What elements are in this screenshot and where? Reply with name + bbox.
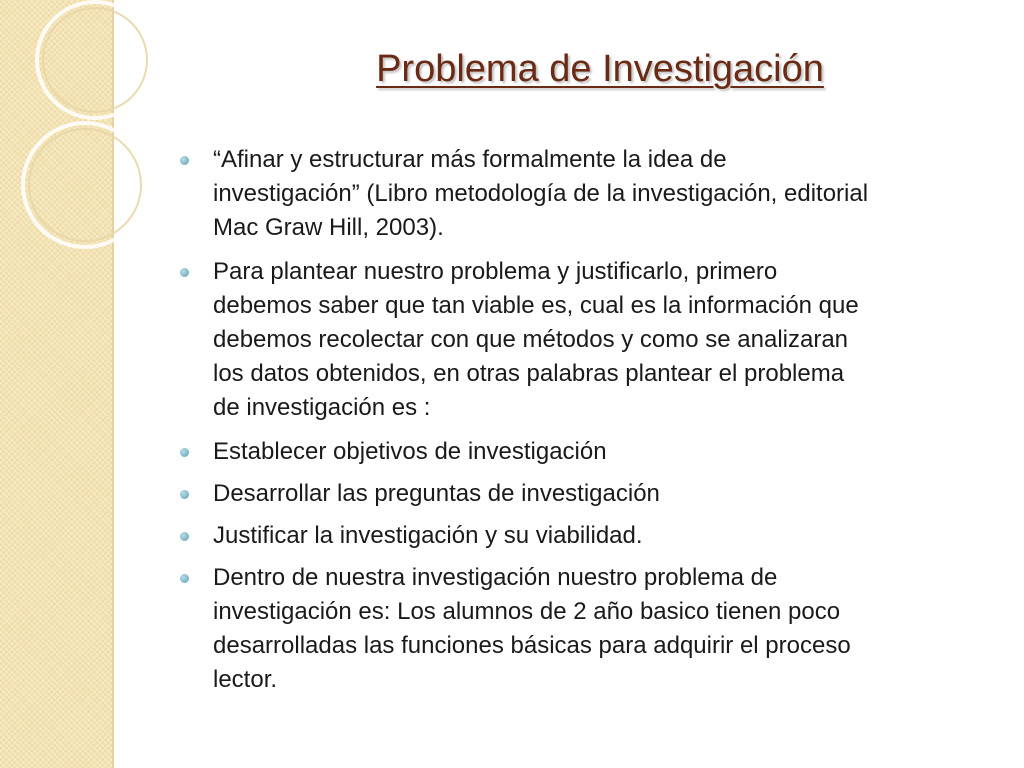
bullet-item-objetivos: [180, 435, 1000, 469]
bullet-list: [180, 143, 1000, 697]
bullet-icon: [180, 448, 189, 457]
bullet-line: debemos recolectar con que métodos y como se analizaran: [213, 326, 849, 353]
bullet-line: los datos obtenidos, en otras palabras plantear el problema: [213, 360, 845, 387]
bullet-line: desarrolladas las funciones básicas para adquirir el proceso: [213, 632, 851, 659]
decorative-side-band: [0, 0, 114, 768]
bullet-line: Establecer objetivos de investigación: [213, 438, 607, 465]
bullet-icon: [180, 268, 189, 277]
decorative-circles-icon: [0, 0, 160, 280]
bullet-line: Para plantear nuestro problema y justificarlo, primero: [213, 258, 778, 285]
bullet-item-citation: [180, 143, 1000, 245]
slide-title: Problema de Investigación: [376, 48, 824, 90]
bullet-item-justificar: [180, 519, 1000, 553]
bullet-line: Justificar la investigación y su viabilidad.: [213, 522, 643, 549]
bullet-line: debemos saber que tan viable es, cual es la información que: [213, 292, 859, 319]
bullet-line: Dentro de nuestra investigación nuestro problema de: [213, 564, 778, 591]
bullet-item-plantear: [180, 255, 1000, 425]
bullet-item-problema: [180, 561, 1000, 697]
slide-content: [180, 143, 1000, 707]
bullet-line: de investigación es :: [213, 394, 431, 421]
bullet-line: investigación” (Libro metodología de la investigación, editorial: [213, 180, 869, 207]
bullet-line: investigación es: Los alumnos de 2 año basico tienen poco: [213, 598, 841, 625]
bullet-line: “Afinar y estructurar más formalmente la idea de: [213, 146, 727, 173]
bullet-line: Mac Graw Hill, 2003).: [213, 214, 444, 241]
bullet-icon: [180, 532, 189, 541]
bullet-item-preguntas: [180, 477, 1000, 511]
bullet-icon: [180, 156, 189, 165]
bullet-line: Desarrollar las preguntas de investigación: [213, 480, 660, 507]
bullet-icon: [180, 574, 189, 583]
bullet-line: lector.: [213, 666, 278, 693]
bullet-icon: [180, 490, 189, 499]
